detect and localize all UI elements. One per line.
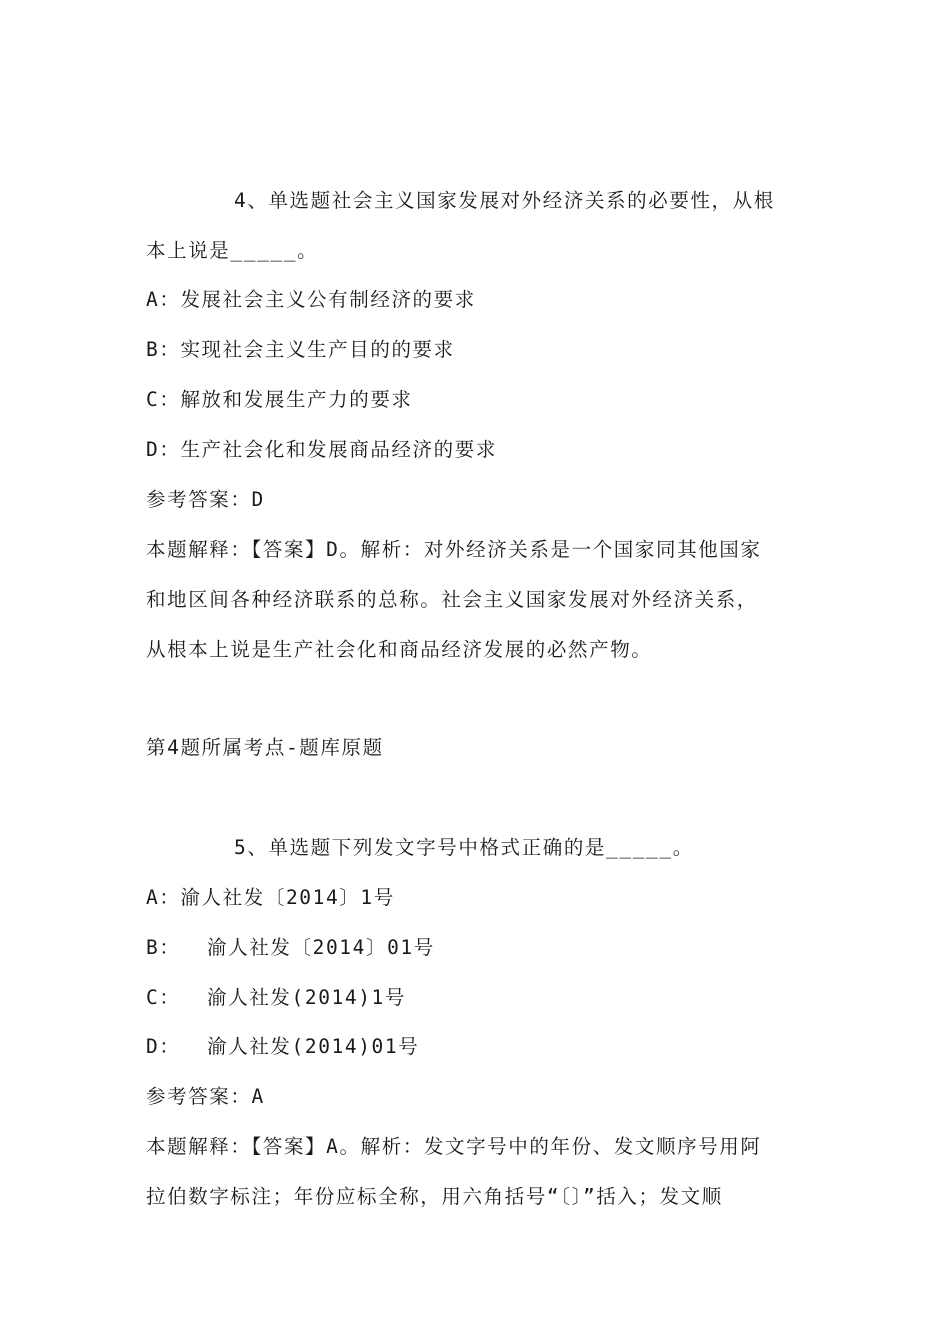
q5-explanation-line1: 本题解释：【答案】A。解析：发文字号中的年份、发文顺序号用阿 (146, 1135, 762, 1158)
q4-topic: 第4题所属考点-题库原题 (146, 736, 384, 759)
q4-option-a: A：发展社会主义公有制经济的要求 (146, 288, 476, 311)
q4-explanation-line3: 从根本上说是生产社会化和商品经济发展的必然产物。 (146, 638, 653, 661)
q5-option-a: A：渝人社发〔2014〕1号 (146, 886, 395, 909)
q5-explanation-line2: 拉伯数字标注；年份应标全称，用六角括号“〔〕”括入；发文顺 (146, 1185, 723, 1208)
q5-option-c: C： 渝人社发(2014)1号 (146, 986, 406, 1009)
q4-stem-line2: 本上说是_____。 (146, 239, 319, 262)
q5-option-d: D： 渝人社发(2014)01号 (146, 1035, 420, 1058)
q5-stem-line1: 5、单选题下列发文字号中格式正确的是_____。 (234, 836, 694, 859)
q4-option-c: C：解放和发展生产力的要求 (146, 388, 413, 411)
q4-answer: 参考答案：D (146, 488, 265, 511)
q4-option-d: D：生产社会化和发展商品经济的要求 (146, 438, 497, 461)
q4-stem-line1: 4、单选题社会主义国家发展对外经济关系的必要性，从根 (234, 189, 775, 212)
q4-explanation-line2: 和地区间各种经济联系的总称。社会主义国家发展对外经济关系， (146, 588, 758, 611)
q4-option-b: B：实现社会主义生产目的的要求 (146, 338, 455, 361)
q5-answer: 参考答案：A (146, 1085, 265, 1108)
q5-option-b: B： 渝人社发〔2014〕01号 (146, 936, 435, 959)
q4-explanation-line1: 本题解释：【答案】D。解析：对外经济关系是一个国家同其他国家 (146, 538, 762, 561)
